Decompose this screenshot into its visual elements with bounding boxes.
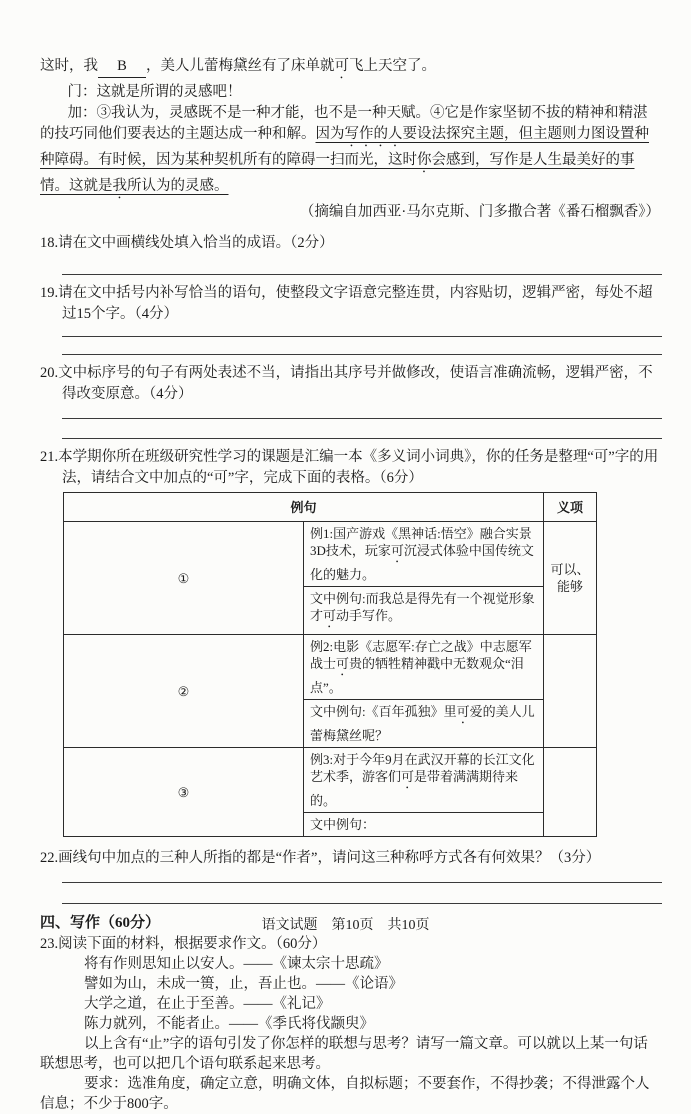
word-meaning-table (63, 492, 597, 837)
question-21: 21.本学期你所在班级研究性学习的课题是汇编一本《多义词小词典》，你的任务是整理“可”字的用法，请结合文中加点的“可”字，完成下面的表格。（6分） (40, 449, 659, 486)
answer-line (62, 903, 662, 904)
quote-line: 大学之道，在止于至善。——《礼记》 (84, 996, 331, 1012)
writing-requirements: 要求：选准角度，确定立意，明确文体，自拟标题；不要套作，不得抄袭；不得泄露个人信息；不少于800字。 (40, 1076, 650, 1112)
table-header-row (64, 493, 597, 522)
example-sentence: 例3:对于今年9月在武汉开幕的长江文化艺术季，游客们可是带着满满期待来的。 (304, 748, 544, 813)
row-number: ③ (64, 748, 304, 837)
question-19: 19.请在文中括号内补写恰当的语句，使整段文字语意完整连贯，内容贴切，逻辑严密，每处不超过15个字。（4分） (40, 285, 653, 322)
table-row (64, 748, 597, 813)
passage-line-2: 门：这就是所谓的灵感吧！ (67, 84, 242, 100)
writing-section (40, 913, 662, 1114)
question-18: 18.请在文中画横线处填入恰当的成语。（2分） (40, 235, 334, 251)
answer-line (62, 882, 662, 883)
writing-prompt: 以上含有“止”字的语句引发了你怎样的联想与思考？请写一篇文章。可以就以上某一句话联想思考，也可以把几个语句联系起来思考。 (40, 1036, 648, 1072)
table-header-example: 例句 (64, 493, 544, 522)
in-text-sentence: 文中例句:《百年孤独》里可爱的美人儿蕾梅黛丝呢？ (304, 700, 544, 748)
footer-page-number: 语文试题 第10页 共10页 (261, 918, 430, 933)
quote-line: 譬如为山，未成一篑，止，吾止也。——《论语》 (84, 976, 403, 992)
answer-line (62, 354, 662, 355)
in-text-sentence: 文中例句： (304, 813, 544, 837)
table-header-meaning: 义项 (544, 493, 597, 522)
table-row (64, 522, 597, 587)
table-row (64, 635, 597, 700)
question-22: 22.画线句中加点的三种人所指的都是“作者”，请问这三种称呼方式各有何效果？（3分） (40, 850, 601, 866)
passage-line-1: 这时，我 B ，美人儿蕾梅黛丝有了床单就可飞上天空了。 (40, 56, 662, 82)
answer-line (62, 336, 662, 337)
page-content (40, 56, 662, 1114)
passage-paragraph-3: 加：③我认为，灵感既不是一种才能，也不是一种天赋。④它是作家坚韧不拔的精神和精湛的技巧同他们要表达的主题达成一种和解。因为写作的人要设法探究主题，但主题则力图设置种种障碍。有时候，因为某种契机所有的障碍一扫而光，这时你会感到，写作是人生最美好的事情。这就是我所认为的灵感。 (40, 105, 649, 194)
row-number: ② (64, 635, 304, 748)
in-text-sentence: 文中例句:而我总是得先有一个视觉形象才可动手写作。 (304, 587, 544, 635)
question-23: 23.阅读下面的材料，根据要求作文。（60分） (40, 936, 327, 952)
section-title-writing: 四、写作（60分） (40, 915, 161, 931)
answer-line (62, 438, 662, 439)
quote-line: 将有作则思知止以安人。——《谏太宗十思疏》 (84, 956, 389, 972)
example-sentence: 例1:国产游戏《黑神话:悟空》融合实景3D技术，玩家可沉浸式体验中国传统文化的魅力。 (304, 522, 544, 587)
answer-line (62, 274, 662, 275)
meaning-cell: 可以、能够 (544, 522, 597, 635)
meaning-cell (544, 635, 597, 748)
quote-line: 陈力就列，不能者止。——《季氏将伐颛臾》 (84, 1016, 374, 1032)
passage-attribution: （摘编自加西亚·马尔克斯、门多撒合著《番石榴飘香》） (299, 204, 660, 220)
row-number: ① (64, 522, 304, 635)
question-20: 20.文中标序号的句子有两处表述不当，请指出其序号并做修改，使语言准确流畅，逻辑严密，不得改变原意。（4分） (40, 365, 653, 402)
example-sentence: 例2:电影《志愿军:存亡之战》中志愿军战士可贵的牺牲精神戳中无数观众“泪点”。 (304, 635, 544, 700)
meaning-cell (544, 748, 597, 837)
answer-line (62, 418, 662, 419)
reading-passage (40, 56, 662, 223)
